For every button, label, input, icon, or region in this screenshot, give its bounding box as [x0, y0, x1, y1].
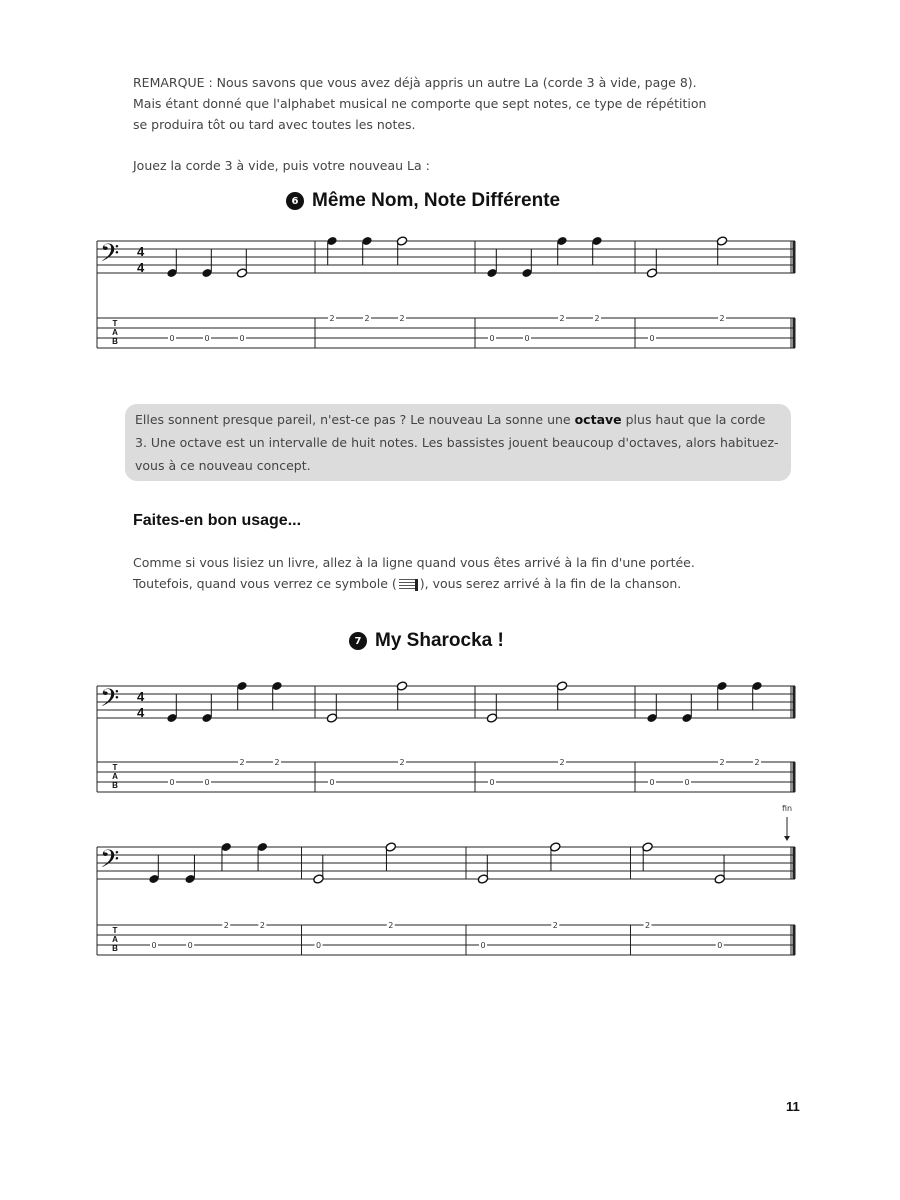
- song-7-title-text: My Sharocka !: [375, 630, 504, 651]
- tab-fret-number: 2: [274, 758, 280, 767]
- tab-fret-number: 2: [259, 921, 265, 930]
- usage-line-1: Comme si vous lisiez un livre, allez à la ligne quand vous êtes arrivé à la fin d'une portée.: [133, 555, 695, 570]
- song-7-system-1: [97, 681, 795, 792]
- fin-arrow-head: [784, 836, 790, 841]
- tab-fret-number: 0: [204, 334, 210, 343]
- callout-text-after: plus haut que la corde 3. Une octave est un intervalle de huit notes. Les bassistes jouent beaucoup d'octaves, alors habituez-vous à ce nouveau concept.: [135, 412, 779, 473]
- tab-clef-letter: B: [112, 781, 118, 790]
- usage-line-2b: ), vous serez arrivé à la fin de la chanson.: [419, 576, 682, 591]
- tab-fret-number: 0: [169, 334, 175, 343]
- page-number: 11: [786, 1099, 800, 1114]
- tab-fret-number: 2: [754, 758, 760, 767]
- tab-fret-number: 2: [559, 758, 565, 767]
- tab-fret-number: 2: [399, 314, 405, 323]
- time-signature-bottom: 4: [137, 705, 145, 720]
- tab-fret-number: 2: [552, 921, 558, 930]
- tab-fret-number: 0: [204, 778, 210, 787]
- song-7-system-2: [97, 804, 795, 955]
- tab-fret-number: 0: [169, 778, 175, 787]
- instruction-text: Jouez la corde 3 à vide, puis votre nouveau La :: [133, 158, 430, 173]
- song-6-title-text: Même Nom, Note Différente: [312, 190, 561, 211]
- tab-fret-number: 0: [315, 941, 322, 950]
- callout-text-before: Elles sonnent presque pareil, n'est-ce pas ? Le nouveau La sonne une: [135, 412, 575, 427]
- remarque-line-1: REMARQUE : Nous savons que vous avez déjà appris un autre La (corde 3 à vide, page 8).: [133, 75, 697, 90]
- time-signature-top: 4: [137, 244, 145, 259]
- tab-clef-letter: T: [112, 319, 118, 328]
- tab-fret-number: 2: [594, 314, 600, 323]
- tab-clef-letter: A: [112, 772, 118, 781]
- tab-fret-number: 0: [239, 334, 245, 343]
- fin-label: fin: [781, 804, 793, 813]
- tab-fret-number: 0: [649, 778, 655, 787]
- bass-clef-icon: 𝄢: [100, 239, 120, 274]
- tab-fret-number: 0: [489, 334, 495, 343]
- tab-fret-number: 2: [223, 921, 229, 930]
- tab-clef-letter: B: [112, 337, 118, 346]
- tab-fret-number: 0: [329, 778, 335, 787]
- usage-heading: Faites-en bon usage...: [133, 512, 302, 529]
- tab-fret-number: 0: [649, 334, 655, 343]
- tab-fret-number: 2: [399, 758, 405, 767]
- tab-fret-number: 2: [559, 314, 565, 323]
- tab-clef-letter: B: [112, 944, 118, 953]
- tab-fret-number: 2: [388, 921, 394, 930]
- song-6-system: [97, 236, 795, 348]
- tab-fret-number: 2: [719, 758, 725, 767]
- usage-line-2a: Toutefois, quand vous verrez ce symbole (: [133, 576, 397, 591]
- tab-clef-letter: T: [112, 926, 118, 935]
- callout-bold-term: octave: [574, 412, 622, 427]
- song-number-badge: 6: [282, 188, 307, 213]
- tab-fret-number: 0: [524, 334, 530, 343]
- bass-clef-icon: 𝄢: [100, 684, 120, 719]
- tab-fret-number: 0: [717, 941, 723, 950]
- tab-fret-number: 2: [239, 758, 245, 767]
- tab-fret-number: 0: [480, 941, 486, 950]
- time-signature-top: 4: [137, 689, 145, 704]
- tab-fret-number: 2: [329, 314, 335, 323]
- tab-clef-letter: T: [112, 763, 118, 772]
- tab-fret-number: 2: [364, 314, 370, 323]
- bass-clef-icon: 𝄢: [100, 845, 120, 880]
- tab-fret-number: 2: [719, 314, 725, 323]
- tab-clef-letter: A: [112, 328, 118, 337]
- tab-fret-number: 0: [151, 941, 157, 950]
- tab-fret-number: 0: [489, 778, 495, 787]
- song-number-badge: 7: [345, 628, 370, 653]
- remarque-line-2: Mais étant donné que l'alphabet musical ne comporte que sept notes, ce type de répétition: [133, 96, 707, 111]
- tab-fret-number: 0: [684, 778, 690, 787]
- time-signature-bottom: 4: [137, 260, 145, 275]
- tab-fret-number: 2: [644, 921, 651, 930]
- tab-fret-number: 0: [187, 941, 193, 950]
- remarque-line-3: se produira tôt ou tard avec toutes les notes.: [133, 117, 416, 132]
- tab-clef-letter: A: [112, 935, 118, 944]
